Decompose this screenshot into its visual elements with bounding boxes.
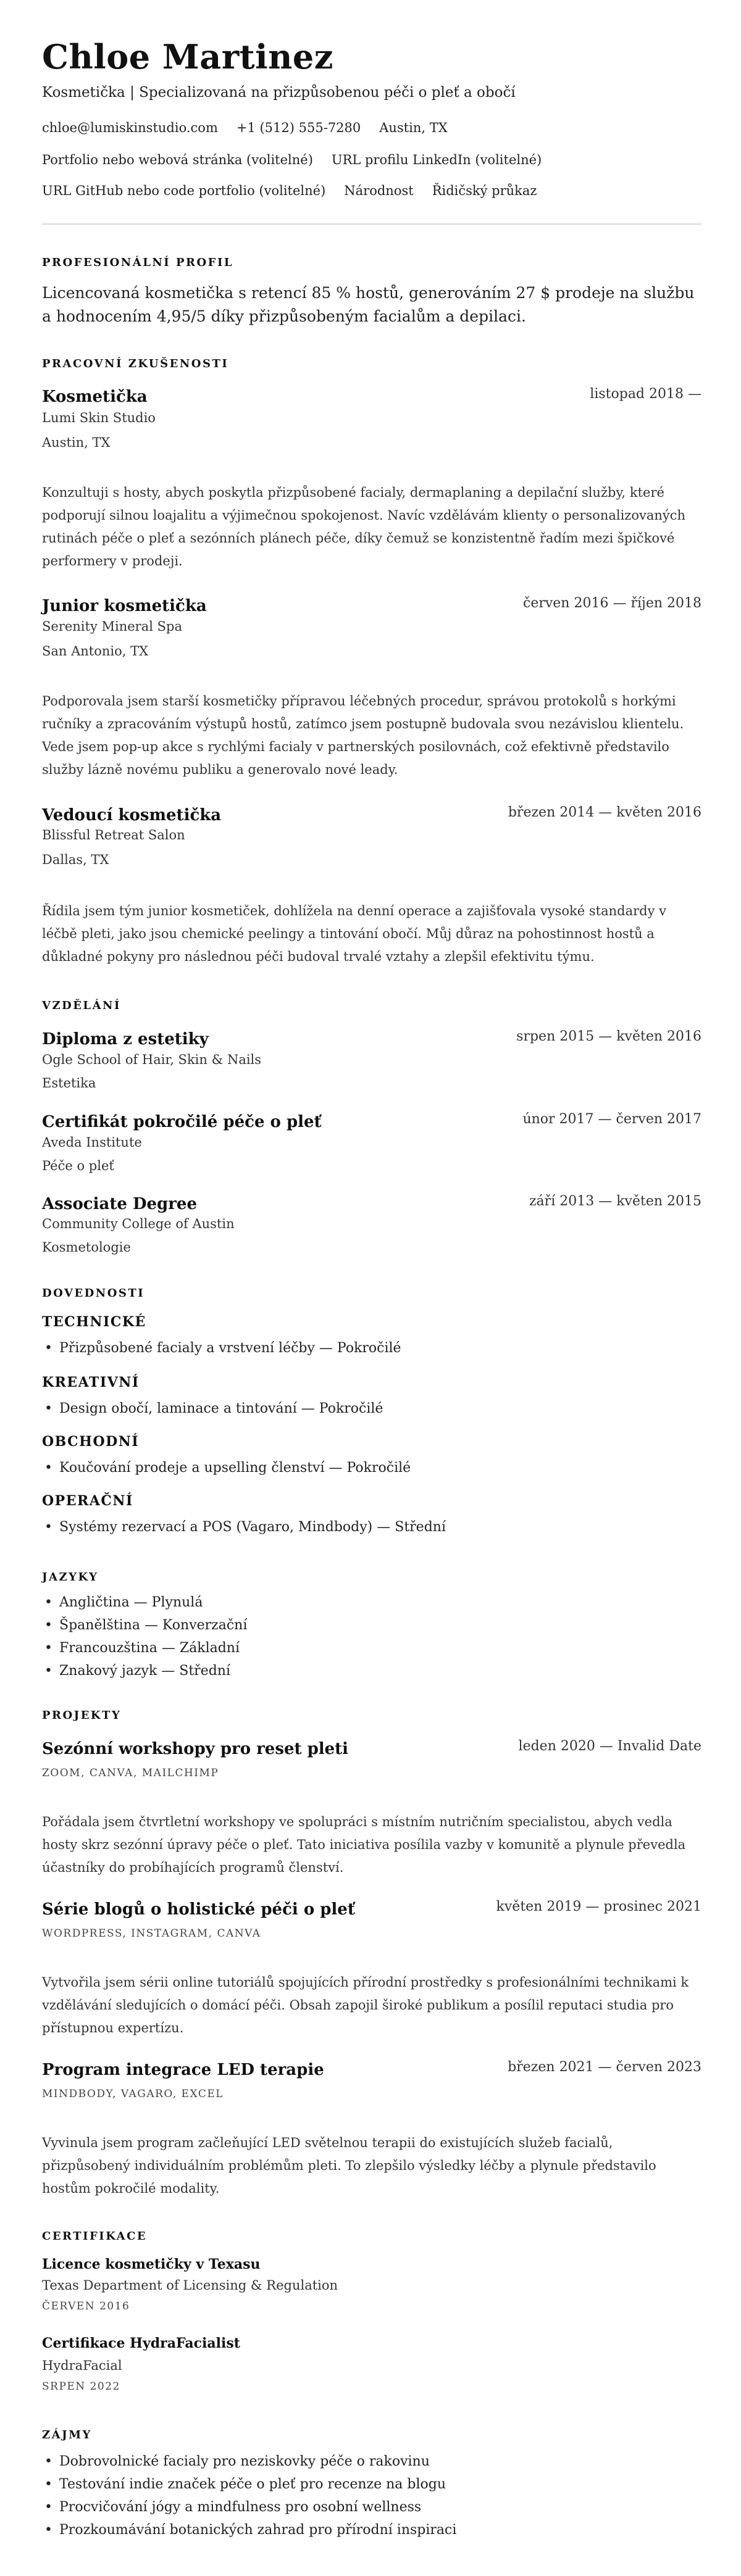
- interest-item: • Testování indie značek péče o pleť pro recenze na blogu: [59, 2473, 456, 2496]
- degree-dates: září 2013 — květen 2015: [529, 1194, 701, 1209]
- degree: Associate Degree: [42, 1195, 197, 1213]
- certification-date: ČERVEN 2016: [42, 2300, 130, 2312]
- school: Aveda Institute: [42, 1135, 142, 1150]
- skill-group-title: OBCHODNÍ: [42, 1434, 140, 1450]
- skill-item: • Design obočí, laminace a tintování — Pokročilé: [59, 1397, 383, 1420]
- job-company: Serenity Mineral Spa: [42, 619, 182, 634]
- job-title: Vedoucí kosmetička: [42, 806, 222, 825]
- language-item: • Angličtina — Plynulá: [59, 1591, 247, 1614]
- job-company: Lumi Skin Studio: [42, 410, 156, 425]
- project-dates: leden 2020 — Invalid Date: [518, 1739, 701, 1754]
- interest-item: • Procvičování jógy a mindfulness pro osobní wellness: [59, 2496, 456, 2519]
- degree-dates: srpen 2015 — květen 2016: [516, 1029, 701, 1044]
- certification-date: SRPEN 2022: [42, 2380, 120, 2393]
- certification-name: Certifikace HydraFacialist: [42, 2335, 240, 2351]
- project-title: Program integrace LED terapie: [42, 2061, 324, 2079]
- language-item: • Znakový jazyk — Střední: [59, 1660, 247, 1682]
- job-dates: březen 2014 — květen 2016: [508, 805, 701, 820]
- phone[interactable]: +1 (512) 555-7280: [236, 120, 361, 135]
- field-of-study: Péče o pleť: [42, 1158, 114, 1173]
- headline: Kosmetička | Specializovaná na přizpůsobenou péči o pleť a obočí: [42, 85, 516, 101]
- job-description: Konzultuji s hosty, abych poskytla přizpůsobené facialy, dermaplaning a depilační služby, které podporují silnou loajalitu a výjimečnou spokojenost. Navíc vzdělávám klienty o personalizovaných rutinách péče o pleť a sezónních plánech péče, díky čemuž se konzistentně řadím mezi špičkové performery v prodeji.: [42, 485, 686, 568]
- job-dates: červen 2016 — říjen 2018: [523, 596, 701, 611]
- certification-issuer: Texas Department of Licensing & Regulation: [42, 2278, 338, 2293]
- location: Austin, TX: [379, 120, 448, 135]
- project-description: Vytvořila jsem sérii online tutoriálů spojujících přírodní prostředky s profesionálními technikami k vzdělávání sledujících o domácí péči. Obsah zapojil široké publikum a posílil reputaci studia pro přístupnou expertízu.: [42, 1975, 689, 2035]
- degree-dates: únor 2017 — červen 2017: [522, 1111, 701, 1127]
- nationality: Národnost: [344, 183, 414, 198]
- certifications-heading: CERTIFIKACE: [42, 2230, 148, 2243]
- field-of-study: Kosmetologie: [42, 1240, 131, 1255]
- project-dates: květen 2019 — prosinec 2021: [496, 1899, 701, 1914]
- experience-heading: PRACOVNÍ ZKUŠENOSTI: [42, 357, 229, 370]
- language-item: • Španělština — Konverzační: [59, 1614, 247, 1637]
- degree: Diploma z estetiky: [42, 1030, 209, 1049]
- languages-heading: JAZYKY: [42, 1571, 99, 1584]
- skill-list: [42, 1337, 401, 1360]
- projects-heading: PROJEKTY: [42, 1709, 122, 1722]
- project-dates: březen 2021 — červen 2023: [508, 2059, 701, 2075]
- job-title: Kosmetička: [42, 388, 148, 406]
- header-divider: [42, 223, 701, 225]
- language-list: [42, 1591, 247, 1682]
- school: Community College of Austin: [42, 1216, 235, 1231]
- job-description: Podporovala jsem starší kosmetičky přípravou léčebných procedur, správou protokolů s horkými ručníky a zpracováním výstupů hostů, zatímco jsem postupně budovala svou nezávislou klientelu. Vede jsem pop-up akce s rychlými facialy v partnerských posilovnách, což efektivně představilo služby lázně novému publiku a generovalo nové leady.: [42, 694, 684, 777]
- skill-group-title: KREATIVNÍ: [42, 1374, 140, 1390]
- language-item: • Francouzština — Základní: [59, 1637, 247, 1660]
- interest-list: [42, 2450, 456, 2541]
- project-description: Vyvinula jsem program začleňující LED světelnou terapii do existujících služeb facialů, přizpůsobený individuálním problémům pleti. To zlepšilo výsledky léčby a plynule představilo hostům pokročilé modality.: [42, 2135, 656, 2196]
- skill-list: [42, 1516, 446, 1539]
- interest-item: • Prozkoumávání botanických zahrad pro přírodní inspiraci: [59, 2519, 456, 2541]
- job-dates: listopad 2018 —: [590, 386, 701, 402]
- interests-heading: ZÁJMY: [42, 2429, 92, 2441]
- github-link[interactable]: URL GitHub nebo code portfolio (volitelné): [42, 183, 326, 198]
- skill-item: • Přizpůsobené facialy a vrstvení léčby — Pokročilé: [59, 1337, 401, 1360]
- job-title: Junior kosmetička: [42, 597, 207, 615]
- project-tags: WORDPRESS, INSTAGRAM, CANVA: [42, 1927, 261, 1940]
- field-of-study: Estetika: [42, 1076, 96, 1091]
- job-location: Dallas, TX: [42, 852, 109, 867]
- degree: Certifikát pokročilé péče o pleť: [42, 1113, 322, 1131]
- skill-list: [42, 1397, 383, 1420]
- job-description: Řídila jsem tým junior kosmetiček, dohlížela na denní operace a zajišťovala vysoké standardy v léčbě pleti, jako jsou chemické peelingy a tintování obočí. Můj důraz na pohostinnost hostů a důkladné pokyny pro následnou péči budoval trvalé vztahy a zlepšil efektivitu týmu.: [42, 904, 666, 964]
- skill-item: • Systémy rezervací a POS (Vagaro, Mindbody) — Střední: [59, 1516, 446, 1539]
- job-location: Austin, TX: [42, 435, 111, 450]
- profile-heading: PROFESIONÁLNÍ PROFIL: [42, 256, 234, 269]
- skill-list: [42, 1456, 411, 1479]
- contact-row-1: [42, 118, 466, 137]
- linkedin-link[interactable]: URL profilu LinkedIn (volitelné): [331, 152, 542, 167]
- project-tags: MINDBODY, VAGARO, EXCEL: [42, 2088, 224, 2100]
- email[interactable]: chloe@lumiskinstudio.com: [42, 120, 218, 135]
- interest-item: • Dobrovolnické facialy pro neziskovky péče o rakovinu: [59, 2450, 456, 2473]
- project-title: Sezónní workshopy pro reset pleti: [42, 1740, 349, 1758]
- job-company: Blissful Retreat Salon: [42, 828, 185, 842]
- project-tags: ZOOM, CANVA, MAILCHIMP: [42, 1767, 219, 1779]
- skill-group-title: OPERAČNÍ: [42, 1493, 133, 1509]
- candidate-name: Chloe Martinez: [42, 37, 333, 77]
- skills-heading: DOVEDNOSTI: [42, 1287, 145, 1300]
- school: Ogle School of Hair, Skin & Nails: [42, 1052, 262, 1067]
- contact-row-2: [42, 151, 560, 169]
- skill-item: • Koučování prodeje a upselling členství — Pokročilé: [59, 1456, 411, 1479]
- profile-text: Licencovaná kosmetička s retencí 85 % hostů, generováním 27 $ prodeje na službu a hodnocením 4,95/5 díky přizpůsobeným facialům a depilaci.: [42, 284, 695, 325]
- education-heading: VZDĚLÁNÍ: [42, 999, 121, 1012]
- certification-issuer: HydraFacial: [42, 2358, 122, 2373]
- certification-name: Licence kosmetičky v Texasu: [42, 2256, 261, 2272]
- portfolio-link[interactable]: Portfolio nebo webová stránka (volitelné): [42, 152, 313, 167]
- project-title: Série blogů o holistické péči o pleť: [42, 1900, 355, 1919]
- drivers-license: Řidičský průkaz: [432, 183, 537, 198]
- contact-row-3: [42, 181, 556, 200]
- project-description: Pořádala jsem čtvrtletní workshopy ve spolupráci s místním nutričním specialistou, abych vedla hosty skrz sezónní úpravy péče o pleť. Tato iniciativa posílila vazby v komunitě a plynule převedla účastníky do probíhajících programů členství.: [42, 1814, 686, 1875]
- skill-group-title: TECHNICKÉ: [42, 1314, 146, 1330]
- job-location: San Antonio, TX: [42, 644, 149, 659]
